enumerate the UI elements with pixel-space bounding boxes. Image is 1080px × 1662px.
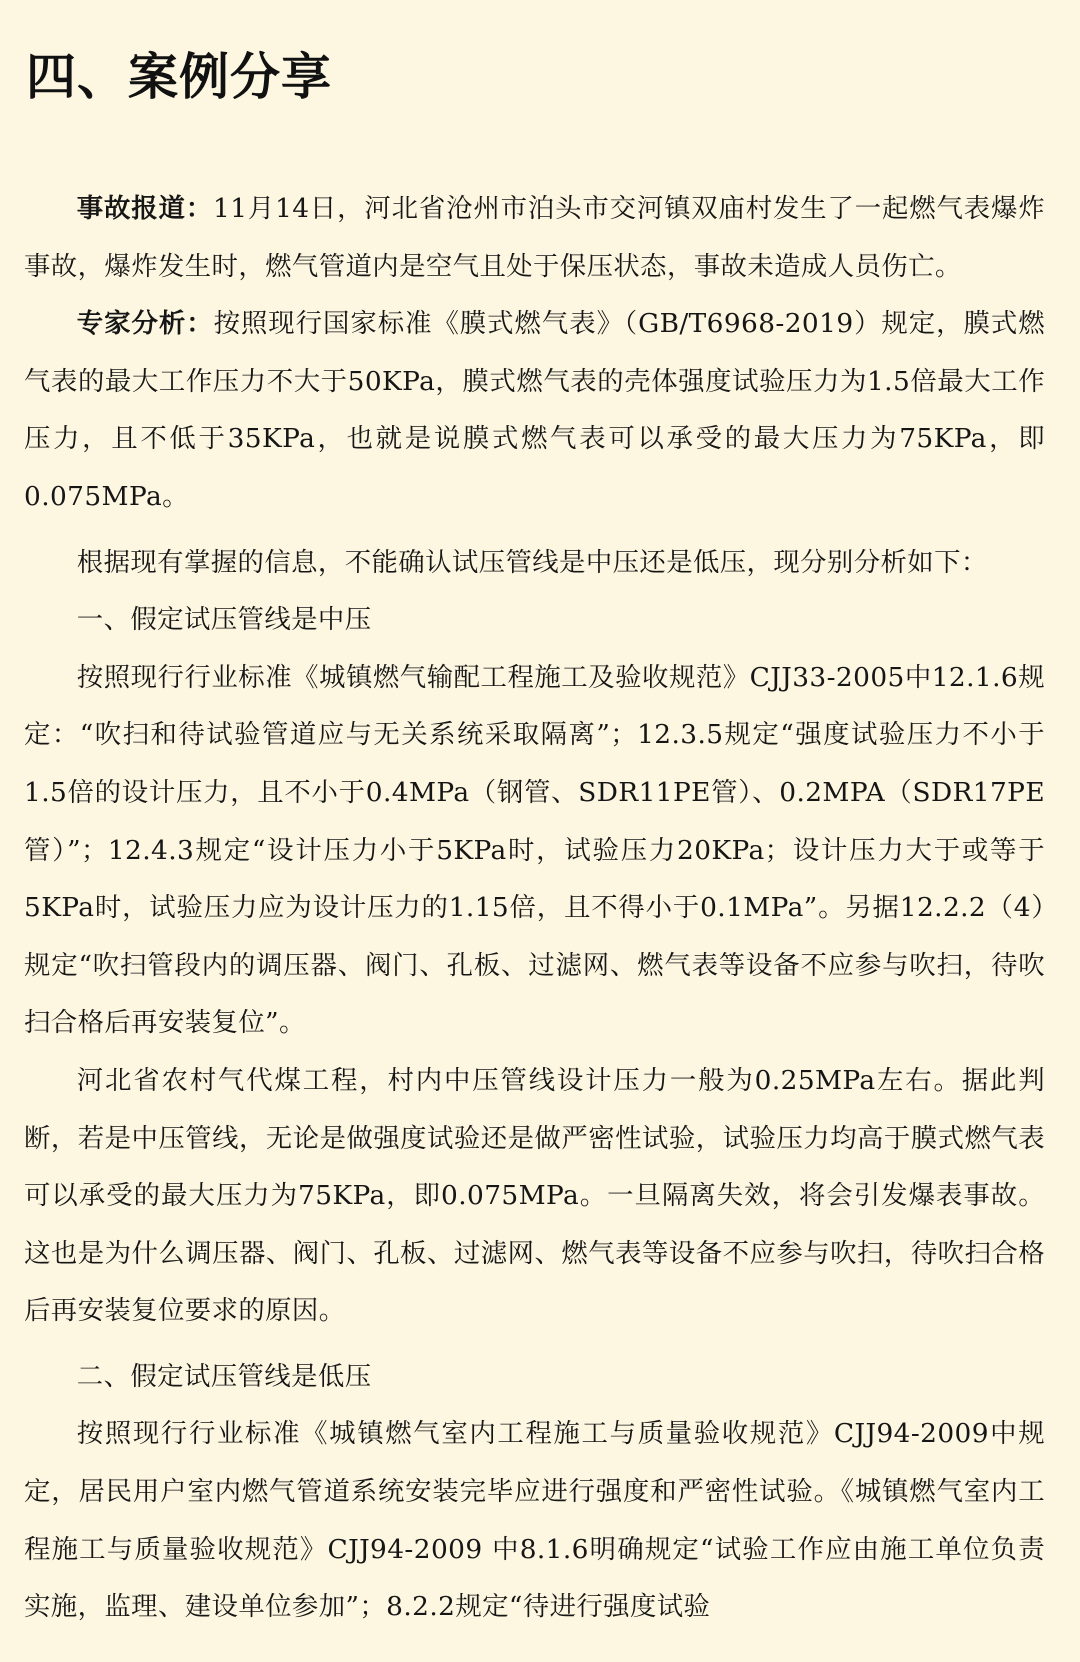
paragraph-text: 根据现有掌握的信息，不能确认试压管线是中压还是低压，现分别分析如下： bbox=[76, 546, 988, 578]
section-heading: 四、案例分享 bbox=[26, 48, 332, 106]
paragraph-lead: 专家分析： bbox=[76, 308, 214, 340]
paragraph-cjj33-rules bbox=[24, 649, 1045, 1052]
paragraph-text: 河北省农村气代煤工程，村内中压管线设计压力一般为0.25MPa左右。据此判断，若是中压管线，无论是做强度试验还是做严密性试验，试验压力均高于膜式燃气表可以承受的最大压力为75KPa，即0.075MPa。一旦隔离失效，将会引发爆表事故。这也是为什么调压器、阀门、孔板、过滤网、燃气表等设备不应参与吹扫，待吹扫合格后再安装复位要求的原因。 bbox=[24, 1064, 1045, 1327]
paragraph-cjj94-rules bbox=[24, 1405, 1045, 1635]
paragraph-expert-analysis bbox=[24, 295, 1045, 525]
paragraph-accident-report bbox=[24, 180, 1045, 295]
subheading-low-pressure bbox=[24, 1348, 1045, 1406]
paragraph-text: 11月14日，河北省沧州市泊头市交河镇双庙村发生了一起燃气表爆炸事故，爆炸发生时，燃气管道内是空气且处于保压状态，事故未造成人员伤亡。 bbox=[24, 193, 1046, 282]
paragraph-text: 一、假定试压管线是中压 bbox=[76, 604, 372, 636]
paragraph-text: 按照现行行业标准《城镇燃气室内工程施工与质量验收规范》CJJ94-2009中规定，居民用户室内燃气管道系统安装完毕应进行强度和严密性试验。《城镇燃气室内工程施工与质量验收规范》CJJ94-2009 中8.1.6明确规定“试验工作应由施工单位负责实施，监理、建设单位参加”；8.2.2规定“待进行强度试验 bbox=[24, 1418, 1045, 1623]
paragraph-intro bbox=[24, 534, 1045, 592]
paragraph-hebei-analysis bbox=[24, 1052, 1045, 1340]
paragraph-text: 按照现行行业标准《城镇燃气输配工程施工及验收规范》CJJ33-2005中12.1.6规定：“吹扫和待试验管道应与无关系统采取隔离”；12.3.5规定“强度试验压力不小于1.5倍的设计压力，且不小于0.4MPa（钢管、SDR11PE管）、0.2MPA（SDR17PE管）”；12.4.3规定“设计压力小于5KPa时，试验压力20KPa；设计压力大于或等于5KPa时，试验压力应为设计压力的1.15倍，且不得小于0.1MPa”。另据12.2.2（4）规定“吹扫管段内的调压器、阀门、孔板、过滤网、燃气表等设备不应参与吹扫，待吹扫合格后再安装复位”。 bbox=[24, 661, 1045, 1039]
document-body bbox=[24, 180, 1045, 1636]
paragraph-text: 二、假定试压管线是低压 bbox=[76, 1360, 372, 1392]
subheading-medium-pressure bbox=[24, 591, 1045, 649]
paragraph-text: 按照现行国家标准《膜式燃气表》（GB/T6968-2019）规定，膜式燃气表的最大工作压力不大于50KPa，膜式燃气表的壳体强度试验压力为1.5倍最大工作压力，且不低于35KPa，也就是说膜式燃气表可以承受的最大压力为75KPa，即0.075MPa。 bbox=[24, 308, 1046, 512]
paragraph-lead: 事故报道： bbox=[76, 193, 214, 224]
